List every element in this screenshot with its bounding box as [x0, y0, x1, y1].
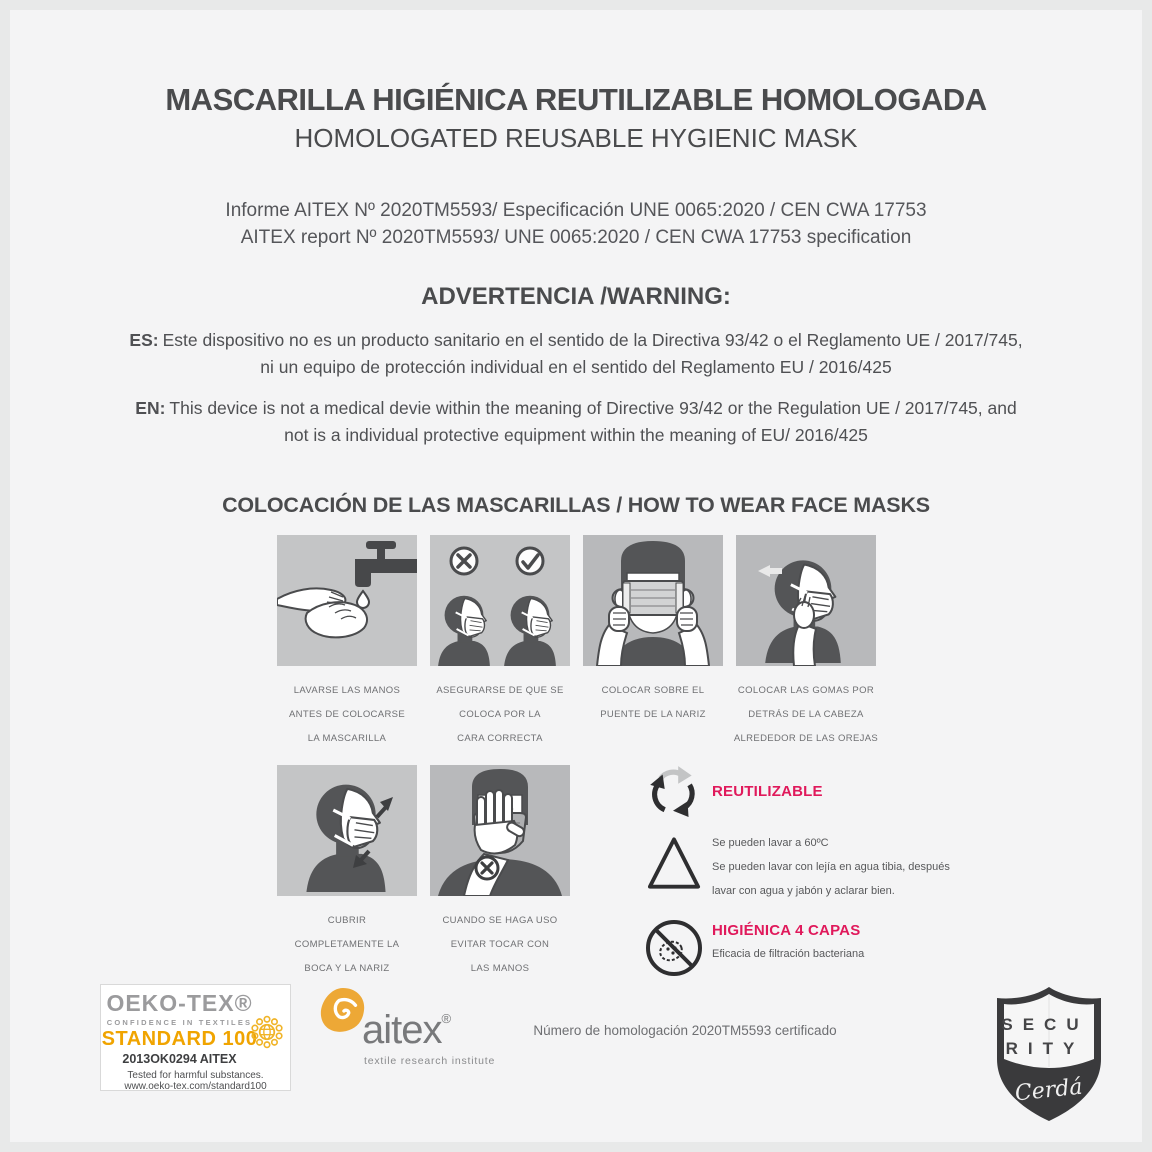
aitex-reg-mark: ®	[441, 1011, 452, 1026]
warning-en-line1: This device is not a medical devie within the meaning of Directive 93/42 or the Regulation UE / 2017/745, and	[169, 398, 1017, 418]
step-cover-mouth-nose	[277, 765, 417, 981]
step-correct-side	[430, 535, 570, 751]
step-caption: ASEGURARSE DE QUE SE COLOCA POR LA CARA CORRECTA	[436, 685, 564, 744]
flower-globe-icon	[247, 1010, 287, 1054]
oekotex-tested-line: Tested for harmful substances.	[127, 1070, 264, 1081]
howto-title: COLOCACIÓN DE LAS MASCARILLAS / HOW TO WEAR FACE MASKS	[222, 493, 930, 517]
security-cerda-shield-icon	[975, 981, 1123, 1128]
cover-mouth-nose-icon	[277, 765, 417, 896]
oekotex-standard: STANDARD 100	[101, 1028, 258, 1050]
step-caption: CUBRIR COMPLETAMENTE LA BOCA Y LA NARIZ	[294, 915, 400, 974]
report-line-en: AITEX report Nº 2020TM5593/ UNE 0065:2020 / CEN CWA 17753 specification	[240, 227, 912, 248]
steps-row-1	[277, 535, 879, 751]
spiral-shell-icon	[319, 986, 367, 1036]
oekotex-url: www.oeko-tex.com/standard100	[124, 1081, 267, 1092]
report-line-es: Informe AITEX Nº 2020TM5593/ Especificación UNE 0065:2020 / CEN CWA 17753	[225, 200, 927, 221]
oekotex-cert-number: 2013OK0294 AITEX	[122, 1052, 237, 1066]
page-title-en: HOMOLOGATED REUSABLE HYGIENIC MASK	[294, 123, 858, 153]
hygienic-subtitle: Eficacia de filtración bacteriana	[712, 948, 865, 960]
recycle-arrows-icon	[645, 762, 701, 818]
nose-bridge-icon	[583, 535, 723, 666]
step-caption: COLOCAR LAS GOMAS POR DETRÁS DE LA CABEZA ALREDEDOR DE LAS OREJAS	[733, 685, 879, 744]
reusable-label: REUTILIZABLE	[712, 783, 823, 800]
bacteria-crossed-icon	[644, 918, 704, 978]
step-nose-bridge	[583, 535, 723, 751]
warning-es-line2: ni un equipo de protección individual en el sentido del Reglamento EU / 2016/425	[260, 357, 892, 377]
hygienic-label: HIGIÉNICA 4 CAPAS	[712, 922, 861, 939]
step-caption: COLOCAR SOBRE EL PUENTE DE LA NARIZ	[600, 685, 706, 720]
ear-straps-icon	[736, 535, 876, 666]
warning-en-label: EN:	[135, 398, 166, 418]
oekotex-label	[100, 984, 291, 1091]
wash-instructions	[712, 831, 950, 903]
step-caption: LAVARSE LAS MANOS ANTES DE COLOCARSE LA MASCARILLA	[288, 685, 406, 744]
wash-line: Se pueden lavar a 60ºC	[712, 837, 829, 849]
steps-row-2	[277, 765, 570, 981]
warning-paragraph-en	[66, 395, 1086, 449]
aitex-tagline: textile research institute	[364, 1055, 496, 1067]
step-avoid-touching	[430, 765, 570, 981]
wash-line: Se pueden lavar con lejía en agua tibia, después	[712, 861, 950, 873]
warning-en-line2: not is a individual protective equipment within the meaning of EU/ 2016/425	[284, 425, 868, 445]
badge-text-line2: RITY	[1005, 1039, 1085, 1058]
avoid-touching-icon	[430, 765, 570, 896]
oekotex-confidence: CONFIDENCE IN TEXTILES	[106, 1018, 253, 1027]
step-caption: CUANDO SE HAGA USO EVITAR TOCAR CON LAS MANOS	[442, 915, 558, 974]
step-wash-hands	[277, 535, 417, 751]
wash-hands-icon	[277, 535, 417, 666]
wash-line: lavar con agua y jabón y aclarar bien.	[712, 885, 895, 897]
warning-title: ADVERTENCIA /WARNING:	[421, 283, 731, 310]
step-ear-straps	[733, 535, 879, 751]
badge-script-text: Cerdá	[1013, 1074, 1084, 1107]
wash-triangle-icon	[647, 835, 701, 892]
warning-es-line1: Este dispositivo no es un producto sanitario en el sentido de la Directiva 93/42 o el Reglamento UE / 2017/745,	[162, 330, 1023, 350]
badge-text-line1: SECU	[1001, 1015, 1089, 1034]
page-title-es: MASCARILLA HIGIÉNICA REUTILIZABLE HOMOLOGADA	[165, 82, 987, 117]
aitex-wordmark: aitex®	[362, 1008, 452, 1052]
oekotex-brand: OEKO-TEX®	[106, 990, 253, 1016]
warning-es-label: ES:	[129, 330, 159, 350]
correct-side-icon	[430, 535, 570, 666]
homologation-text: Número de homologación 2020TM5593 certificado	[533, 1023, 837, 1038]
warning-paragraph-es	[66, 327, 1086, 381]
